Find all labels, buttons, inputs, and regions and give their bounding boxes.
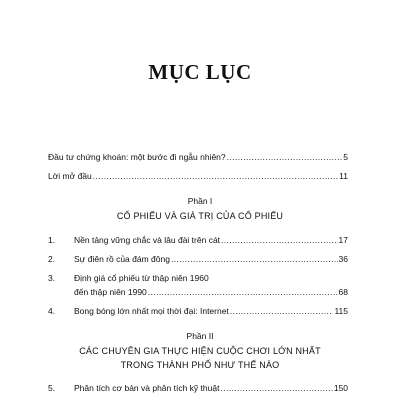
toc-entry-foreword[interactable] [48, 152, 348, 163]
dot-leader [93, 171, 338, 182]
chapter-number: 3. [48, 273, 56, 283]
part-1-label: Phần I [187, 196, 213, 206]
entry-title-line2: đến thập niên 1990 [74, 287, 147, 297]
part-2-label: Phần II [186, 331, 214, 341]
entry-title: Phân tích cơ bản và phân tích kỹ thuật [74, 383, 220, 393]
toc-entry-chapter-4[interactable] [48, 306, 348, 317]
entry-page: 17 [338, 235, 348, 245]
entry-page: 115 [334, 306, 348, 316]
entry-title: Nền tảng vững chắc và lâu đài trên cát [74, 235, 221, 245]
chapter-number: 2. [48, 254, 56, 264]
toc-entry-chapter-5[interactable] [48, 383, 348, 394]
dot-leader [171, 254, 338, 265]
dot-leader [230, 306, 334, 317]
entry-page: 150 [333, 383, 348, 393]
entry-page: 36 [338, 254, 348, 264]
dot-leader [220, 383, 332, 394]
chapter-number: 5. [48, 383, 56, 393]
entry-title: Lời mở đầu [48, 171, 92, 181]
toc-entry-chapter-3[interactable] [48, 273, 348, 284]
entry-page: 68 [338, 287, 348, 297]
entry-title-line1: Định giá cổ phiếu từ thập niên 1960 [74, 273, 209, 283]
entry-page: 5 [343, 152, 348, 162]
chapter-number: 1. [48, 235, 56, 245]
toc-entry-chapter-2[interactable] [48, 254, 348, 265]
part-1-title: CỔ PHIẾU VÀ GIÁ TRỊ CỦA CỔ PHIẾU [116, 211, 284, 221]
dot-leader [227, 152, 343, 163]
entry-title: Đầu tư chứng khoán: một bước đi ngẫu nhiên? [48, 152, 226, 162]
entry-page: 11 [339, 171, 348, 181]
dot-leader [148, 287, 338, 298]
dot-leader [221, 235, 338, 246]
toc-entry-chapter-3-cont[interactable] [48, 287, 348, 298]
chapter-number: 4. [48, 306, 56, 316]
part-2-title-line1: CÁC CHUYÊN GIA THỰC HIỆN CUỘC CHƠI LỚN NHẤT [79, 346, 321, 356]
toc-entry-chapter-1[interactable] [48, 235, 348, 246]
part-2-title-line2: TRONG THÀNH PHỐ NHƯ THẾ NÀO [120, 360, 280, 370]
entry-title: Bong bóng lớn nhất mọi thời đại: Internet [74, 306, 229, 316]
toc-entry-preface[interactable] [48, 171, 348, 182]
entry-title: Sự điên rồ của đám đông [74, 254, 170, 264]
page-title: MỤC LỤC [148, 60, 252, 84]
